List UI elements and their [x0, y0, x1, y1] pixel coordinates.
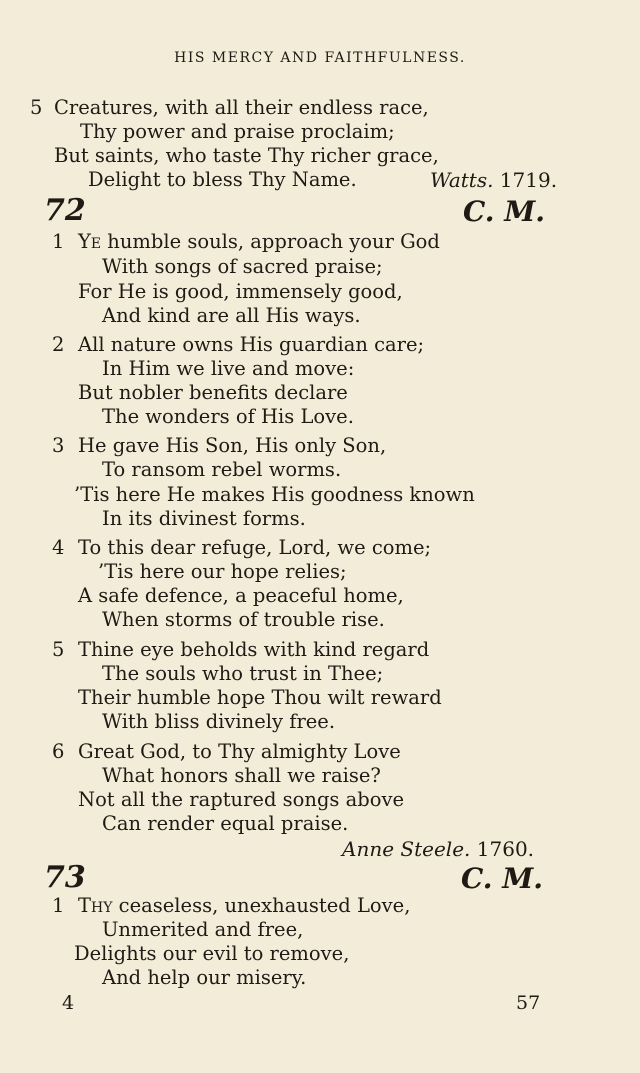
running-head: HIS MERCY AND FAITHFULNESS. — [174, 50, 466, 66]
stanza-number: 1 — [52, 230, 65, 253]
verse-line: Can render equal praise. — [102, 812, 349, 835]
verse-line: In its divinest forms. — [102, 507, 306, 530]
verse-line: When storms of trouble rise. — [102, 608, 385, 631]
verse-line: Creatures, with all their endless race, — [54, 96, 429, 119]
first-word: Ye — [78, 230, 102, 253]
verse-line: Great God, to Thy almighty Love — [78, 740, 401, 763]
first-word: Thy — [78, 894, 113, 917]
verse-line: ’Tis here He makes His goodness known — [74, 483, 475, 506]
verse-line: With songs of sacred praise; — [102, 255, 383, 278]
verse-line: With bliss divinely free. — [102, 710, 336, 733]
verse-line: But nobler benefits declare — [78, 381, 348, 404]
verse-line: He gave His Son, His only Son, — [78, 434, 387, 457]
stanza-number: 2 — [52, 333, 65, 356]
verse-line: Not all the raptured songs above — [78, 788, 405, 811]
verse-line: Delight to bless Thy Name. — [88, 168, 357, 191]
stanza-number: 4 — [52, 536, 65, 559]
attribution — [342, 837, 534, 861]
verse-line: A safe defence, a peaceful home, — [78, 584, 404, 607]
verse-line: What honors shall we raise? — [102, 764, 381, 787]
verse-line: To ransom rebel worms. — [102, 458, 342, 481]
verse-line: Thine eye beholds with kind regard — [78, 638, 430, 661]
author-name: Anne Steele. — [342, 837, 471, 861]
verse-line: Their humble hope Thou wilt reward — [78, 686, 442, 709]
verse-line: To this dear refuge, Lord, we come; — [78, 536, 432, 559]
hymn-meter: C. M. — [463, 195, 546, 228]
stanza-number: 1 — [52, 894, 65, 917]
verse-line: In Him we live and move: — [102, 357, 355, 380]
hymn-meter: C. M. — [461, 862, 544, 895]
signature-mark: 4 — [62, 992, 75, 1014]
verse-line: And help our misery. — [102, 966, 307, 989]
stanza-number: 3 — [52, 434, 65, 457]
verse-line: ’Tis here our hope relies; — [98, 560, 347, 583]
verse-line: Unmerited and free, — [102, 918, 304, 941]
verse-line: Delights our evil to remove, — [74, 942, 350, 965]
verse-line: But saints, who taste Thy richer grace, — [54, 144, 439, 167]
author-year: 1719. — [499, 168, 558, 192]
hymn-number: 72 — [44, 193, 86, 228]
first-line-rest: humble souls, approach your God — [101, 230, 440, 253]
verse-line — [78, 894, 410, 918]
verse-line: For He is good, immensely good, — [78, 280, 403, 303]
stanza-number: 5 — [30, 96, 43, 119]
author-name: Watts. — [430, 168, 494, 192]
verse-line: All nature owns His guardian care; — [78, 333, 425, 356]
author-year: 1760. — [476, 837, 535, 861]
verse-line: The souls who trust in Thee; — [102, 662, 384, 685]
stanza-number: 6 — [52, 740, 65, 763]
hymn-number: 73 — [44, 860, 86, 895]
first-line-rest: ceaseless, unexhausted Love, — [112, 894, 411, 917]
verse-line: And kind are all His ways. — [102, 304, 361, 327]
stanza-number: 5 — [52, 638, 65, 661]
verse-line: The wonders of His Love. — [102, 405, 354, 428]
page-number: 57 — [516, 992, 541, 1014]
attribution — [430, 168, 557, 192]
verse-line — [78, 230, 440, 254]
verse-line: Thy power and praise proclaim; — [80, 120, 395, 143]
